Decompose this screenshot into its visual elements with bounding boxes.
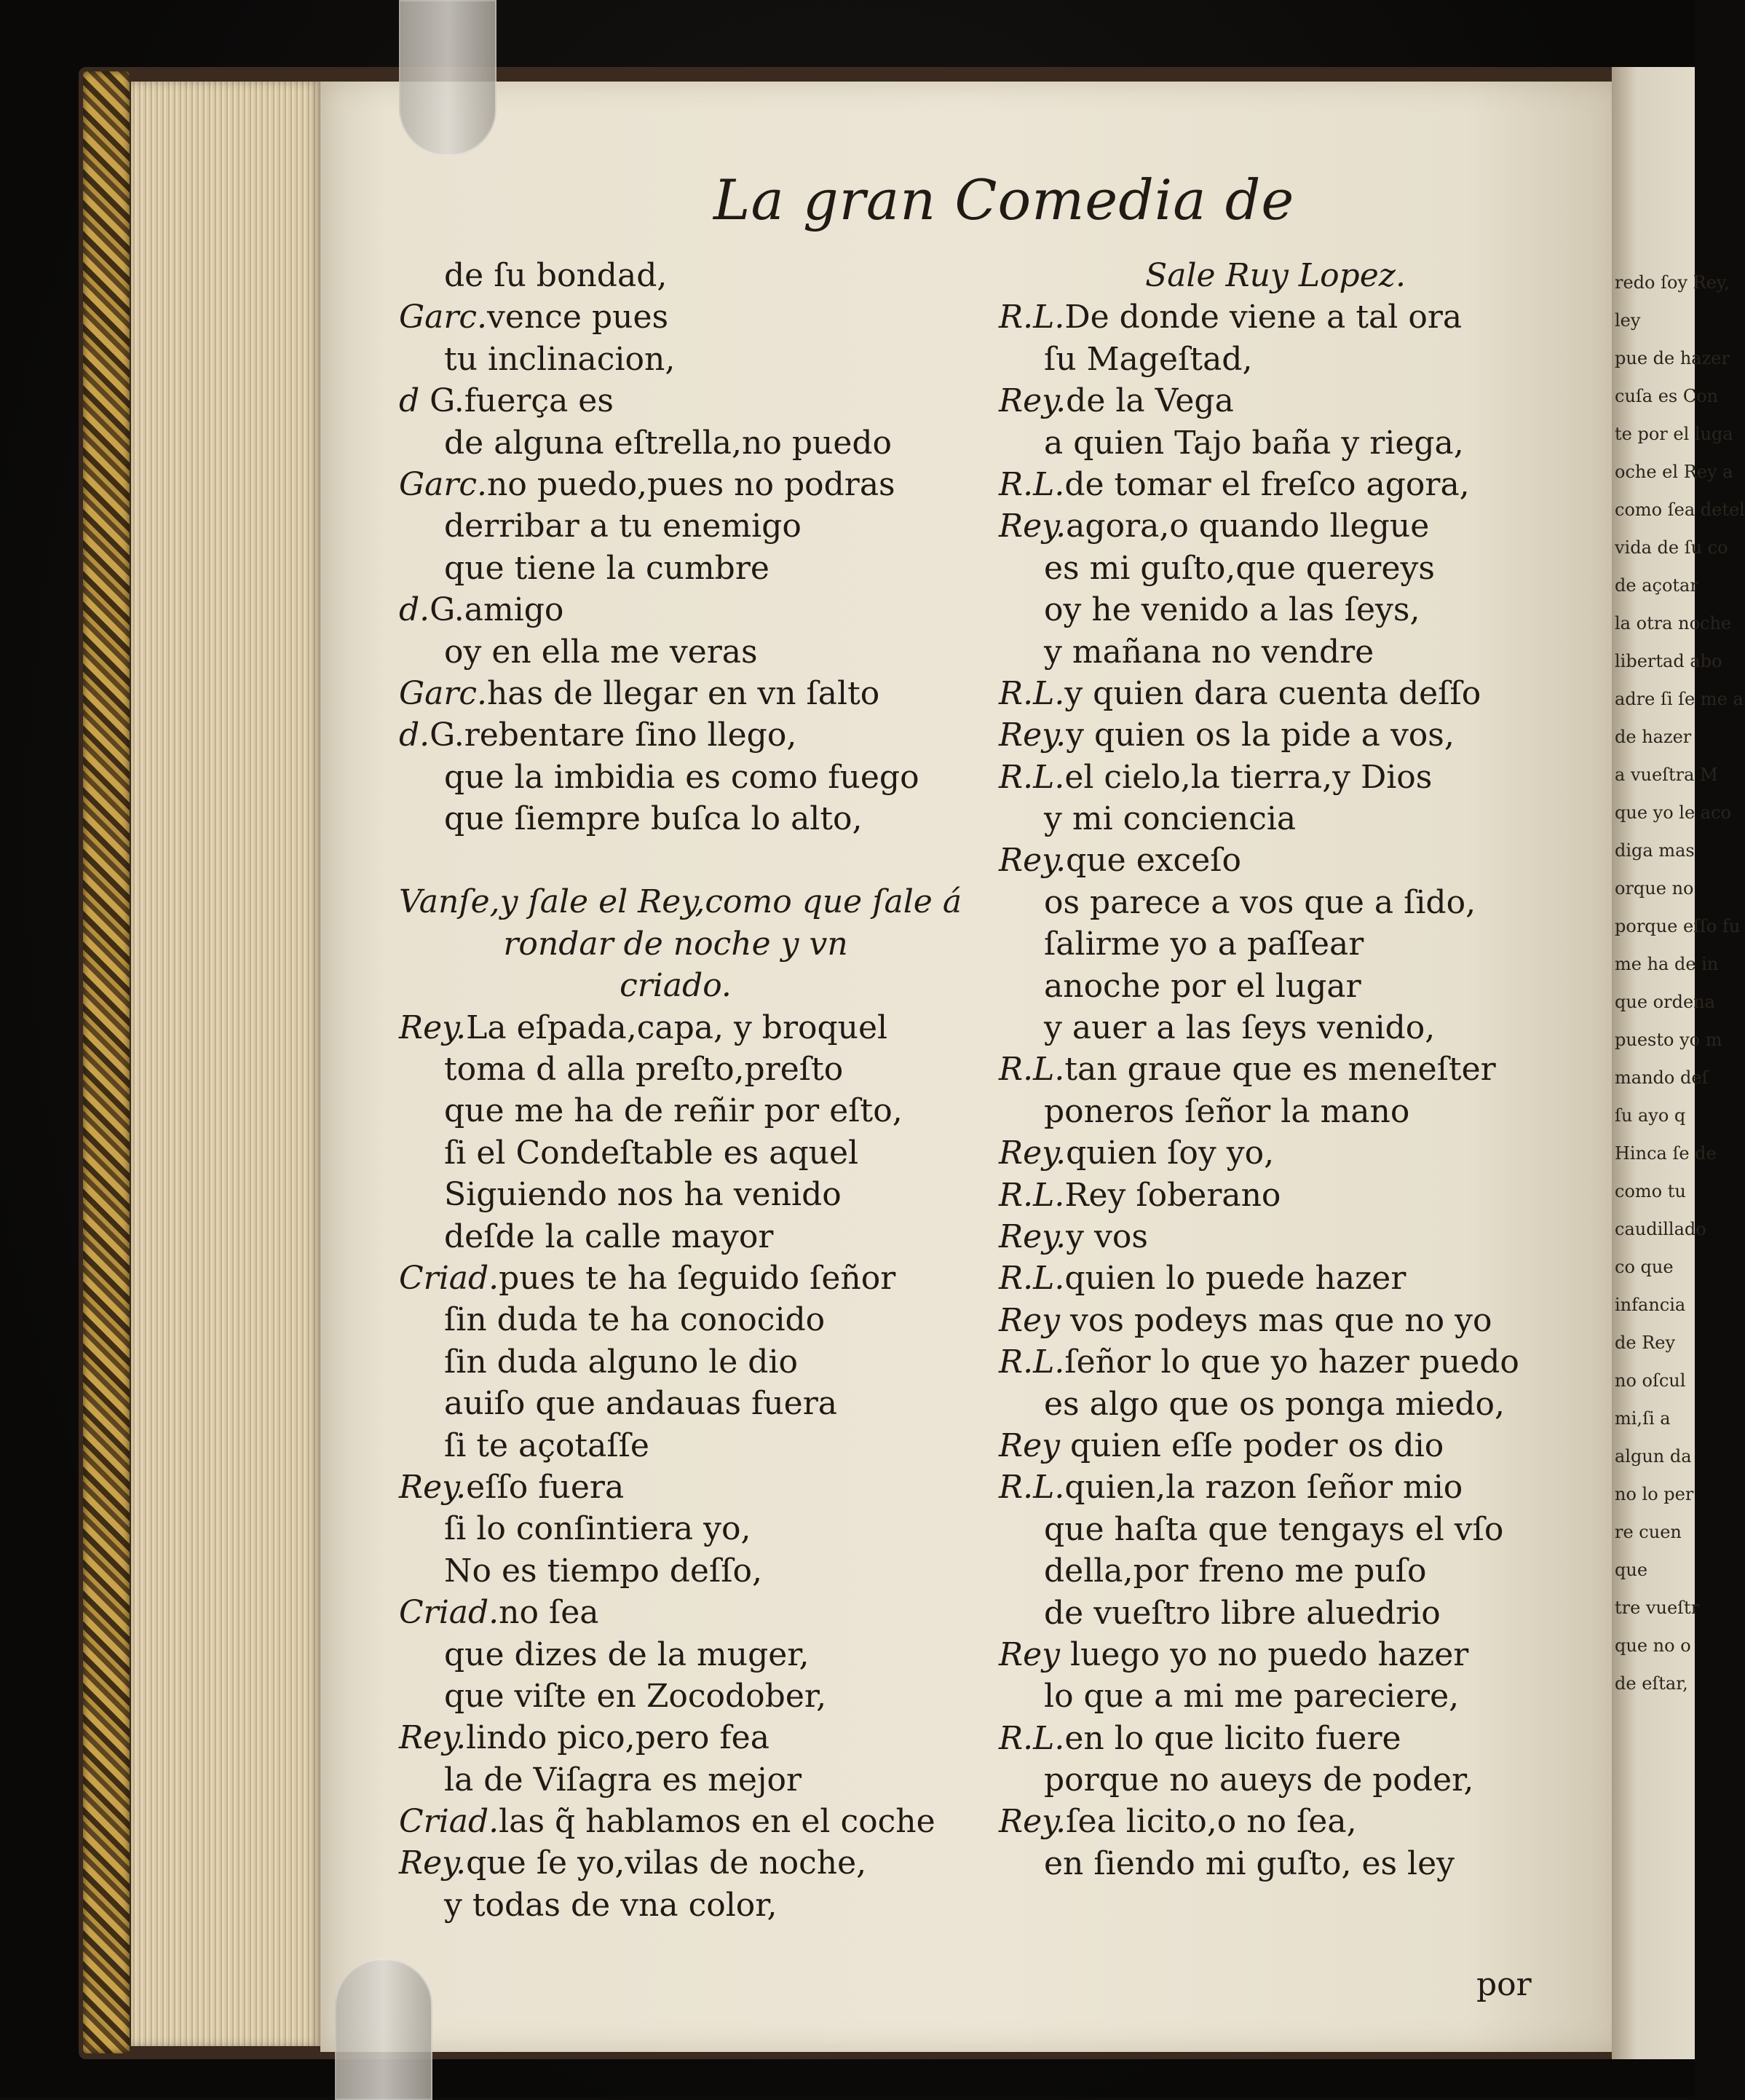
speaker-label: R.L. <box>999 1051 1065 1089</box>
verse-line <box>399 1090 996 1132</box>
verse-line <box>999 1592 1596 1634</box>
speaker-label: Rey. <box>399 1719 467 1757</box>
speaker-label: Garc. <box>399 299 488 336</box>
verse-text: y auer a las ſeys venido, <box>1044 1009 1436 1047</box>
next-page-fragment: oche el Rey a <box>1615 462 1733 482</box>
next-page-fragment: de açotar <box>1615 575 1698 596</box>
verse-text: auiſo que andauas fuera <box>444 1385 837 1423</box>
next-page-fragment: orque no <box>1615 878 1694 899</box>
next-page-text <box>1612 264 1745 1702</box>
verse-text: que ſiempre buſca lo alto, <box>444 800 863 838</box>
speaker-label: R.L. <box>999 1719 1065 1757</box>
next-page-fragment: de eſtar, <box>1615 1673 1688 1694</box>
verse-text: ſi lo conſintiera yo, <box>444 1510 751 1548</box>
verse-line <box>399 1007 996 1049</box>
verse-text: a quien Tajo baña y riega, <box>1044 424 1464 462</box>
verse-line <box>399 1592 996 1633</box>
verse-text: y quien dara cuenta deſſo <box>1064 674 1481 712</box>
verse-line <box>999 464 1596 505</box>
speaker-label: R.L. <box>999 1176 1065 1214</box>
verse-text: G.fuerça es <box>419 382 614 420</box>
next-page-fragment: Hinca ſe de <box>1615 1143 1717 1164</box>
page-clip-bottom <box>335 1959 432 2100</box>
speaker-label: Rey. <box>399 1468 467 1506</box>
verse-line <box>999 798 1596 840</box>
next-page-fragment: la otra noche <box>1615 613 1732 633</box>
verse-line <box>999 1049 1596 1090</box>
verse-line <box>999 1550 1596 1592</box>
verse-text: G.rebentare ſino llego, <box>430 717 797 754</box>
left-verse-block-1 <box>399 255 996 840</box>
verse-line <box>999 1216 1596 1258</box>
stage-direction-line: rondar de noche y vn <box>503 925 848 963</box>
verse-text: de tomar el freſco agora, <box>1064 465 1470 503</box>
next-page-fragment: algun da <box>1615 1446 1692 1467</box>
verse-text: en ſiendo mi guſto, es ley <box>1044 1844 1455 1882</box>
verse-text: No es tiempo deſſo, <box>444 1552 762 1590</box>
verse-line <box>399 631 996 673</box>
verse-line <box>399 1258 996 1299</box>
verse-line <box>399 380 996 422</box>
next-page-fragment: de Rey <box>1615 1333 1676 1353</box>
verse-text: deſde la calle mayor <box>444 1217 774 1255</box>
next-page-strip <box>1612 67 1745 2059</box>
verse-line <box>999 1007 1596 1049</box>
next-page-fragment: vida de ſu co <box>1615 537 1728 558</box>
verse-line <box>399 1550 996 1592</box>
speaker-label: d. <box>399 591 430 629</box>
verse-text: que viſte en Zocodober, <box>444 1677 827 1715</box>
verse-line <box>999 339 1596 380</box>
verse-text: Rey ſoberano <box>1064 1176 1281 1214</box>
verse-text: lindo pico,pero fea <box>466 1719 769 1757</box>
verse-line <box>999 1843 1596 1884</box>
verse-line <box>399 505 996 547</box>
next-page-fragment: pue de hazer <box>1615 348 1730 368</box>
verse-text: De donde viene a tal ora <box>1064 299 1463 336</box>
verse-line <box>999 882 1596 923</box>
catchword: por <box>1476 1966 1532 2003</box>
verse-line <box>999 1634 1596 1675</box>
speaker-label: Rey <box>999 1301 1061 1339</box>
next-page-fragment: co que <box>1615 1257 1674 1277</box>
verse-line <box>999 840 1596 881</box>
verse-line <box>399 1801 996 1842</box>
verse-line <box>399 296 996 338</box>
speaker-label: Rey. <box>999 1803 1067 1841</box>
verse-line <box>999 1467 1596 1508</box>
verse-line <box>399 673 996 714</box>
next-page-fragment: mi,ſi a <box>1615 1408 1671 1429</box>
verse-line <box>999 714 1596 756</box>
verse-text: ſin duda alguno le dio <box>444 1343 799 1381</box>
verse-line <box>999 1175 1596 1216</box>
verse-line <box>399 1383 996 1424</box>
verse-line <box>399 1216 996 1258</box>
next-page-fragment: re cuen <box>1615 1522 1682 1542</box>
verse-line <box>999 673 1596 714</box>
verse-line <box>399 1174 996 1215</box>
verse-line <box>399 255 996 296</box>
next-page-fragment: no lo per <box>1615 1484 1694 1504</box>
speaker-label: Garc. <box>399 674 488 712</box>
next-page-fragment: te por el luga <box>1615 424 1733 444</box>
speaker-label: R.L. <box>999 299 1065 336</box>
verse-line <box>399 1299 996 1341</box>
next-page-fragment: que no o <box>1615 1635 1691 1656</box>
speaker-label: Rey. <box>999 382 1067 420</box>
verse-text: el cielo,la tierra,y Dios <box>1064 758 1433 796</box>
next-page-fragment: adre ſi ſe me a <box>1615 689 1744 709</box>
verse-line <box>399 1508 996 1550</box>
verse-text: derribar a tu enemigo <box>444 508 802 545</box>
verse-line <box>399 1132 996 1174</box>
speaker-label: Garc. <box>399 465 488 503</box>
verse-text: lo que a mi me pareciere, <box>1044 1678 1460 1716</box>
verse-text: quien,la razon ſeñor mio <box>1064 1469 1463 1507</box>
verse-text: ſi el Condeſtable es aquel <box>444 1134 859 1172</box>
verse-text: tu inclinacion, <box>444 340 676 378</box>
speaker-label: d. <box>399 717 430 754</box>
stage-direction-exit <box>399 881 996 1006</box>
speaker-label: Criad. <box>399 1594 499 1632</box>
speaker-label: R.L. <box>999 674 1065 712</box>
verse-line <box>999 1091 1596 1132</box>
verse-line <box>399 1675 996 1717</box>
next-page-fragment: no oſcul <box>1615 1370 1686 1391</box>
next-page-fragment: que ordena <box>1615 992 1715 1012</box>
verse-text: ſi te açotaſſe <box>444 1426 649 1464</box>
verse-text: oy he venido a las ſeys, <box>1044 591 1420 629</box>
running-header: La gran Comedia de <box>713 167 1295 232</box>
verse-text: anoche por el lugar <box>1044 967 1361 1005</box>
verse-text: quien ſoy yo, <box>1066 1134 1275 1172</box>
verse-text: y mañana no vendre <box>1044 633 1374 671</box>
verse-text: de vueſtro libre aluedrio <box>1044 1594 1441 1632</box>
speaker-label: Rey. <box>999 1217 1067 1255</box>
next-page-fragment: ley <box>1615 310 1641 331</box>
verse-line <box>999 1675 1596 1717</box>
verse-text: porque no aueys de poder, <box>1044 1761 1474 1799</box>
page-clip-top <box>399 0 496 156</box>
verse-text: ſin duda te ha conocido <box>444 1301 826 1339</box>
verse-line <box>999 1425 1596 1467</box>
verse-line <box>399 1425 996 1467</box>
verse-text: es algo que os ponga miedo, <box>1044 1385 1505 1423</box>
speaker-label: Criad. <box>399 1803 499 1841</box>
left-text-column <box>399 255 996 1926</box>
next-page-fragment: cuſa es Con <box>1615 386 1719 406</box>
verse-text: La eſpada,capa, y broquel <box>466 1008 888 1046</box>
next-page-fragment: caudillado <box>1615 1219 1706 1239</box>
verse-text: G.amigo <box>430 591 564 629</box>
verse-line <box>399 1634 996 1675</box>
speaker-label: Rey. <box>999 508 1067 545</box>
verse-line <box>399 757 996 798</box>
verse-line <box>399 548 996 589</box>
stage-direction-entrance: Sale Ruy Lopez. <box>1145 257 1406 294</box>
verse-line <box>999 923 1596 965</box>
verse-line <box>399 1759 996 1801</box>
verse-text: la de Viſagra es mejor <box>444 1761 802 1799</box>
next-page-fragment: que yo le aco <box>1615 802 1731 823</box>
verse-text: tan graue que es meneſter <box>1064 1051 1496 1089</box>
verse-text: Siguiendo nos ha venido <box>444 1176 842 1214</box>
verse-text: pues te ha ſeguido ſeñor <box>499 1259 896 1297</box>
verse-text: ſeñor lo que yo hazer puedo <box>1064 1343 1519 1381</box>
speaker-label: R.L. <box>999 465 1065 503</box>
verse-line <box>999 505 1596 547</box>
next-page-fragment: como tu <box>1615 1181 1686 1201</box>
verse-line <box>999 757 1596 798</box>
verse-line <box>399 589 996 631</box>
verse-text: no puedo,pues no podras <box>487 465 895 503</box>
speaker-label: d <box>399 382 420 420</box>
verse-line <box>399 714 996 756</box>
stage-direction-line: Vanſe,y ſale el Rey,como que ſale á <box>399 883 962 921</box>
verse-line <box>399 339 996 380</box>
speaker-label: Criad. <box>399 1259 499 1297</box>
next-page-fragment: como ſea detel <box>1615 500 1745 520</box>
verse-text: que ſe yo,vilas de noche, <box>466 1844 867 1882</box>
next-page-fragment: tre vueſtr <box>1615 1598 1700 1618</box>
verse-line <box>999 1759 1596 1801</box>
verse-line <box>999 589 1596 631</box>
verse-text: que dizes de la muger, <box>444 1635 810 1673</box>
speaker-label: Rey. <box>999 1134 1067 1172</box>
verse-text: os parece a vos que a ſido, <box>1044 883 1476 921</box>
right-text-column <box>999 255 1596 1884</box>
verse-line <box>399 1467 996 1508</box>
verse-text: ſalirme yo a paſſear <box>1044 925 1364 963</box>
next-page-fragment: redo ſoy Rey, <box>1615 272 1730 293</box>
verse-text: agora,o quando llegue <box>1066 508 1430 545</box>
verse-line <box>999 548 1596 589</box>
speaker-label: Rey. <box>999 842 1067 880</box>
verse-text: eſſo fuera <box>466 1468 625 1506</box>
verse-line <box>399 1341 996 1383</box>
stage-direction-line: criado. <box>620 967 732 1005</box>
verse-text: quien eſſe poder os dio <box>1060 1426 1444 1464</box>
verse-text: no ſea <box>499 1594 599 1632</box>
verse-text: vos podeys mas que no yo <box>1060 1301 1492 1339</box>
verse-line <box>999 1132 1596 1174</box>
verse-line <box>999 631 1596 673</box>
next-page-fragment: porque eſſo fu <box>1615 916 1741 936</box>
verse-line <box>999 1300 1596 1341</box>
verse-text: es mi guſto,que quereys <box>1044 549 1435 587</box>
next-page-fragment: de hazer <box>1615 727 1692 747</box>
verse-text: y mi conciencia <box>1044 800 1297 838</box>
next-page-fragment: a vueſtra M <box>1615 765 1718 785</box>
stanza-gap <box>399 840 996 881</box>
next-page-fragment: que <box>1615 1560 1648 1580</box>
speaker-label: R.L. <box>999 1469 1065 1507</box>
verse-line <box>999 380 1596 422</box>
verse-text: toma d alla preſto,preſto <box>444 1051 844 1089</box>
verse-line <box>999 1801 1596 1842</box>
verse-text: que la imbidia es como fuego <box>444 758 919 796</box>
verse-line <box>999 966 1596 1007</box>
page-edges <box>131 82 322 2046</box>
verse-text: has de llegar en vn ſalto <box>487 674 880 712</box>
speaker-label: Rey <box>999 1635 1061 1673</box>
verse-text: y todas de vna color, <box>444 1886 777 1924</box>
speaker-label: Rey. <box>399 1844 467 1882</box>
verse-text: y vos <box>1066 1217 1148 1255</box>
verse-text: que exceſo <box>1066 842 1242 880</box>
next-page-fragment: libertad abo <box>1615 651 1722 671</box>
verse-text: ſu Mageſtad, <box>1044 340 1253 378</box>
verse-text: ſea licito,o no ſea, <box>1066 1803 1357 1841</box>
verse-line <box>999 422 1596 464</box>
next-page-fragment: ſu ayo q <box>1615 1105 1686 1126</box>
verse-line <box>999 1383 1596 1425</box>
verse-text: de alguna eſtrella,no puedo <box>444 424 893 462</box>
verse-line <box>999 1509 1596 1550</box>
verse-text: vence pues <box>487 299 669 336</box>
next-page-fragment: mando deſ <box>1615 1067 1709 1088</box>
verse-line <box>999 1258 1596 1299</box>
next-page-fragment: infancia <box>1615 1295 1686 1315</box>
verse-line <box>399 1884 996 1926</box>
verse-text: de ſu bondad, <box>444 257 668 294</box>
speaker-label: R.L. <box>999 1343 1065 1381</box>
verse-text: luego yo no puedo hazer <box>1060 1635 1469 1673</box>
verse-text: en lo que licito fuere <box>1064 1719 1401 1757</box>
verse-line <box>399 1842 996 1884</box>
verse-line <box>399 422 996 464</box>
right-verse-block <box>999 296 1596 1884</box>
verse-text: della,por freno me puſo <box>1044 1552 1427 1590</box>
next-page-fragment: me ha de in <box>1615 954 1719 974</box>
verse-line <box>399 464 996 505</box>
speaker-label: Rey. <box>399 1008 467 1046</box>
verse-line <box>999 1341 1596 1383</box>
verse-line <box>399 1717 996 1758</box>
verse-text: de la Vega <box>1066 382 1234 420</box>
speaker-label: R.L. <box>999 758 1065 796</box>
speaker-label: Rey. <box>999 717 1067 754</box>
verse-line <box>999 1718 1596 1759</box>
speaker-label: Rey <box>999 1426 1061 1464</box>
verse-text: las q̃ hablamos en el coche <box>499 1803 935 1841</box>
verse-text: que me ha de reñir por eſto, <box>444 1092 903 1130</box>
speaker-label: R.L. <box>999 1260 1065 1298</box>
gilt-decorated-edge <box>83 71 130 2053</box>
left-verse-block-2 <box>399 1007 996 1927</box>
verse-text: oy en ella me veras <box>444 633 758 671</box>
verse-line <box>399 798 996 840</box>
next-page-fragment: diga mas <box>1615 840 1695 861</box>
verse-line <box>399 1049 996 1090</box>
verse-text: y quien os la pide a vos, <box>1066 717 1455 754</box>
verse-line <box>999 296 1596 338</box>
next-page-fragment: puesto yo m <box>1615 1030 1722 1050</box>
verse-text: quien lo puede hazer <box>1064 1260 1406 1298</box>
verse-text: poneros ſeñor la mano <box>1044 1092 1410 1130</box>
verse-text: que haſta que tengays el vſo <box>1044 1510 1504 1548</box>
verse-text: que tiene la cumbre <box>444 549 769 587</box>
